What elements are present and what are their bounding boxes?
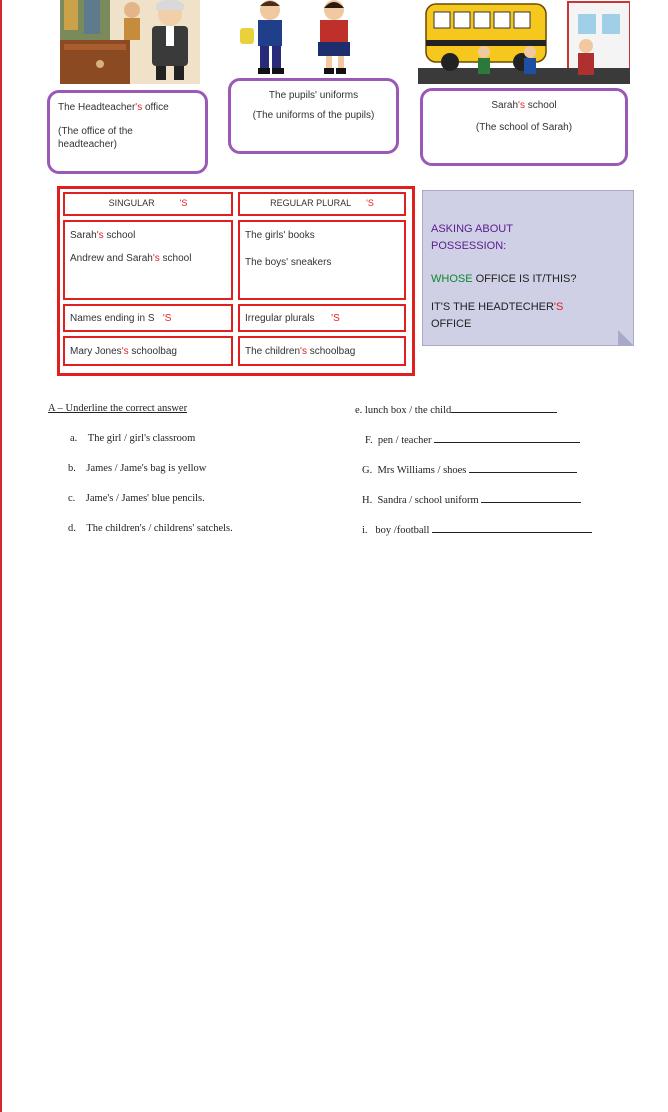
possessive-mark: 'S: [553, 301, 564, 313]
exercise-item-h: [362, 493, 581, 506]
sarah-school-explanation: (The school of Sarah): [475, 122, 573, 133]
possessive-rules-table: [57, 186, 415, 376]
answer-line[interactable]: [432, 523, 592, 533]
example-text: school: [103, 230, 136, 241]
answer-line[interactable]: [469, 463, 577, 473]
example-text: school: [159, 253, 192, 264]
rule-text: Irregular plurals: [245, 313, 315, 324]
exercise-item-e: [355, 403, 557, 416]
exercise-item-b: [68, 463, 206, 474]
singular-header: [63, 192, 233, 216]
exercise-item-g: [362, 463, 577, 476]
irregular-plurals-cell: [238, 304, 406, 332]
item-number: a.: [70, 433, 78, 444]
phrase-text: Sarah: [491, 100, 519, 111]
item-number: G.: [362, 465, 373, 476]
example-line: [70, 228, 226, 243]
possessive-mark: 'S: [366, 198, 374, 208]
exercise-item-c: [68, 493, 205, 504]
answer-text: IT'S THE HEADTECHER: [431, 301, 554, 313]
names-ending-s-cell: [63, 304, 233, 332]
exercise-item-i: [362, 523, 592, 536]
pupils-uniform-explanation: (The uniforms of the pupils): [252, 110, 375, 121]
plural-examples-cell: [238, 220, 406, 300]
example-line: [70, 251, 200, 266]
item-text: pen / teacher: [377, 435, 432, 446]
mary-jones-cell: [63, 336, 233, 366]
note-heading: [431, 221, 513, 255]
sarah-school-box: [420, 88, 628, 166]
example-line: The girls' books: [245, 230, 315, 241]
answer-line[interactable]: [481, 493, 581, 503]
item-number: c.: [68, 493, 76, 504]
answer-line[interactable]: [434, 433, 580, 443]
page-border-left: [0, 0, 2, 556]
possessive-mark: 's: [518, 100, 525, 111]
singular-examples-cell: [63, 220, 233, 300]
possessive-mark: 's: [96, 230, 104, 241]
headteacher-office-box: [47, 90, 208, 174]
rule-text: Names ending in S: [70, 313, 155, 324]
example-text: Andrew and Sarah: [70, 253, 153, 264]
note-heading-line: POSSESSION:: [431, 240, 507, 252]
example-text: The children: [245, 346, 301, 357]
possessive-mark: 'S: [162, 313, 172, 324]
example-line: The boys' sneakers: [245, 257, 332, 268]
item-number: d.: [68, 523, 76, 534]
headteacher-office-illustration: [60, 0, 200, 84]
header-text: REGULAR PLURAL: [270, 198, 352, 208]
page-curl: [618, 330, 634, 346]
item-number: i.: [362, 525, 368, 536]
headteacher-office-explanation: (The office of the headteacher): [58, 126, 133, 150]
headteacher-office-phrase: [58, 101, 169, 114]
answer-line[interactable]: [451, 403, 557, 413]
exercise-item-d: [68, 523, 233, 534]
exercise-item-f: [365, 433, 580, 446]
phrase-text: The Headteacher: [58, 102, 136, 113]
exercise-title: A – Underline the correct answer: [48, 403, 188, 414]
phrase-text: office: [142, 102, 169, 113]
item-text: Mrs Williams / shoes: [377, 465, 467, 476]
header-text: SINGULAR: [108, 198, 155, 208]
item-text: Sandra / school uniform: [377, 495, 479, 506]
possessive-mark: 's: [135, 102, 143, 113]
example-text: Mary Jones: [70, 346, 122, 357]
note-answer: [431, 299, 563, 333]
item-number: F.: [365, 435, 373, 446]
sarah-school-phrase: [423, 99, 625, 112]
item-text[interactable]: James / Jame's bag is yellow: [86, 463, 207, 474]
pupils-uniform-illustration: [232, 0, 372, 76]
possessive-mark: 's: [121, 346, 129, 357]
asking-possession-note: [422, 190, 634, 346]
page-border-right: [0, 556, 2, 1112]
item-number: H.: [362, 495, 373, 506]
phrase-text: school: [524, 100, 557, 111]
exercise-item-a: [70, 433, 195, 444]
item-number: e.: [355, 405, 363, 416]
possessive-mark: 's: [300, 346, 307, 357]
note-heading-line: ASKING ABOUT: [431, 223, 513, 235]
answer-text: OFFICE: [431, 318, 472, 330]
item-text[interactable]: The girl / girl's classroom: [87, 433, 196, 444]
item-number: b.: [68, 463, 76, 474]
plural-header: [238, 192, 406, 216]
item-text[interactable]: Jame's / James' blue pencils.: [85, 493, 205, 504]
example-text: Sarah: [70, 230, 97, 241]
pupils-uniform-phrase: The pupils' uniforms: [268, 90, 359, 101]
possessive-mark: 'S: [331, 313, 340, 324]
pupils-uniform-box: [228, 78, 399, 154]
item-text: boy /football: [375, 525, 430, 536]
possessive-mark: 's: [152, 253, 160, 264]
item-text: lunch box / the child: [364, 405, 452, 416]
school-bus-illustration: [418, 0, 630, 84]
children-schoolbag-cell: [238, 336, 406, 366]
item-text[interactable]: The children's / childrens' satchels.: [86, 523, 233, 534]
possessive-mark: 'S: [179, 198, 188, 208]
note-question: [431, 271, 576, 288]
whose-word: WHOSE: [431, 273, 473, 285]
example-text: schoolbag: [128, 346, 177, 357]
example-text: schoolbag: [306, 346, 356, 357]
question-text: OFFICE IS IT/THIS?: [472, 273, 577, 285]
